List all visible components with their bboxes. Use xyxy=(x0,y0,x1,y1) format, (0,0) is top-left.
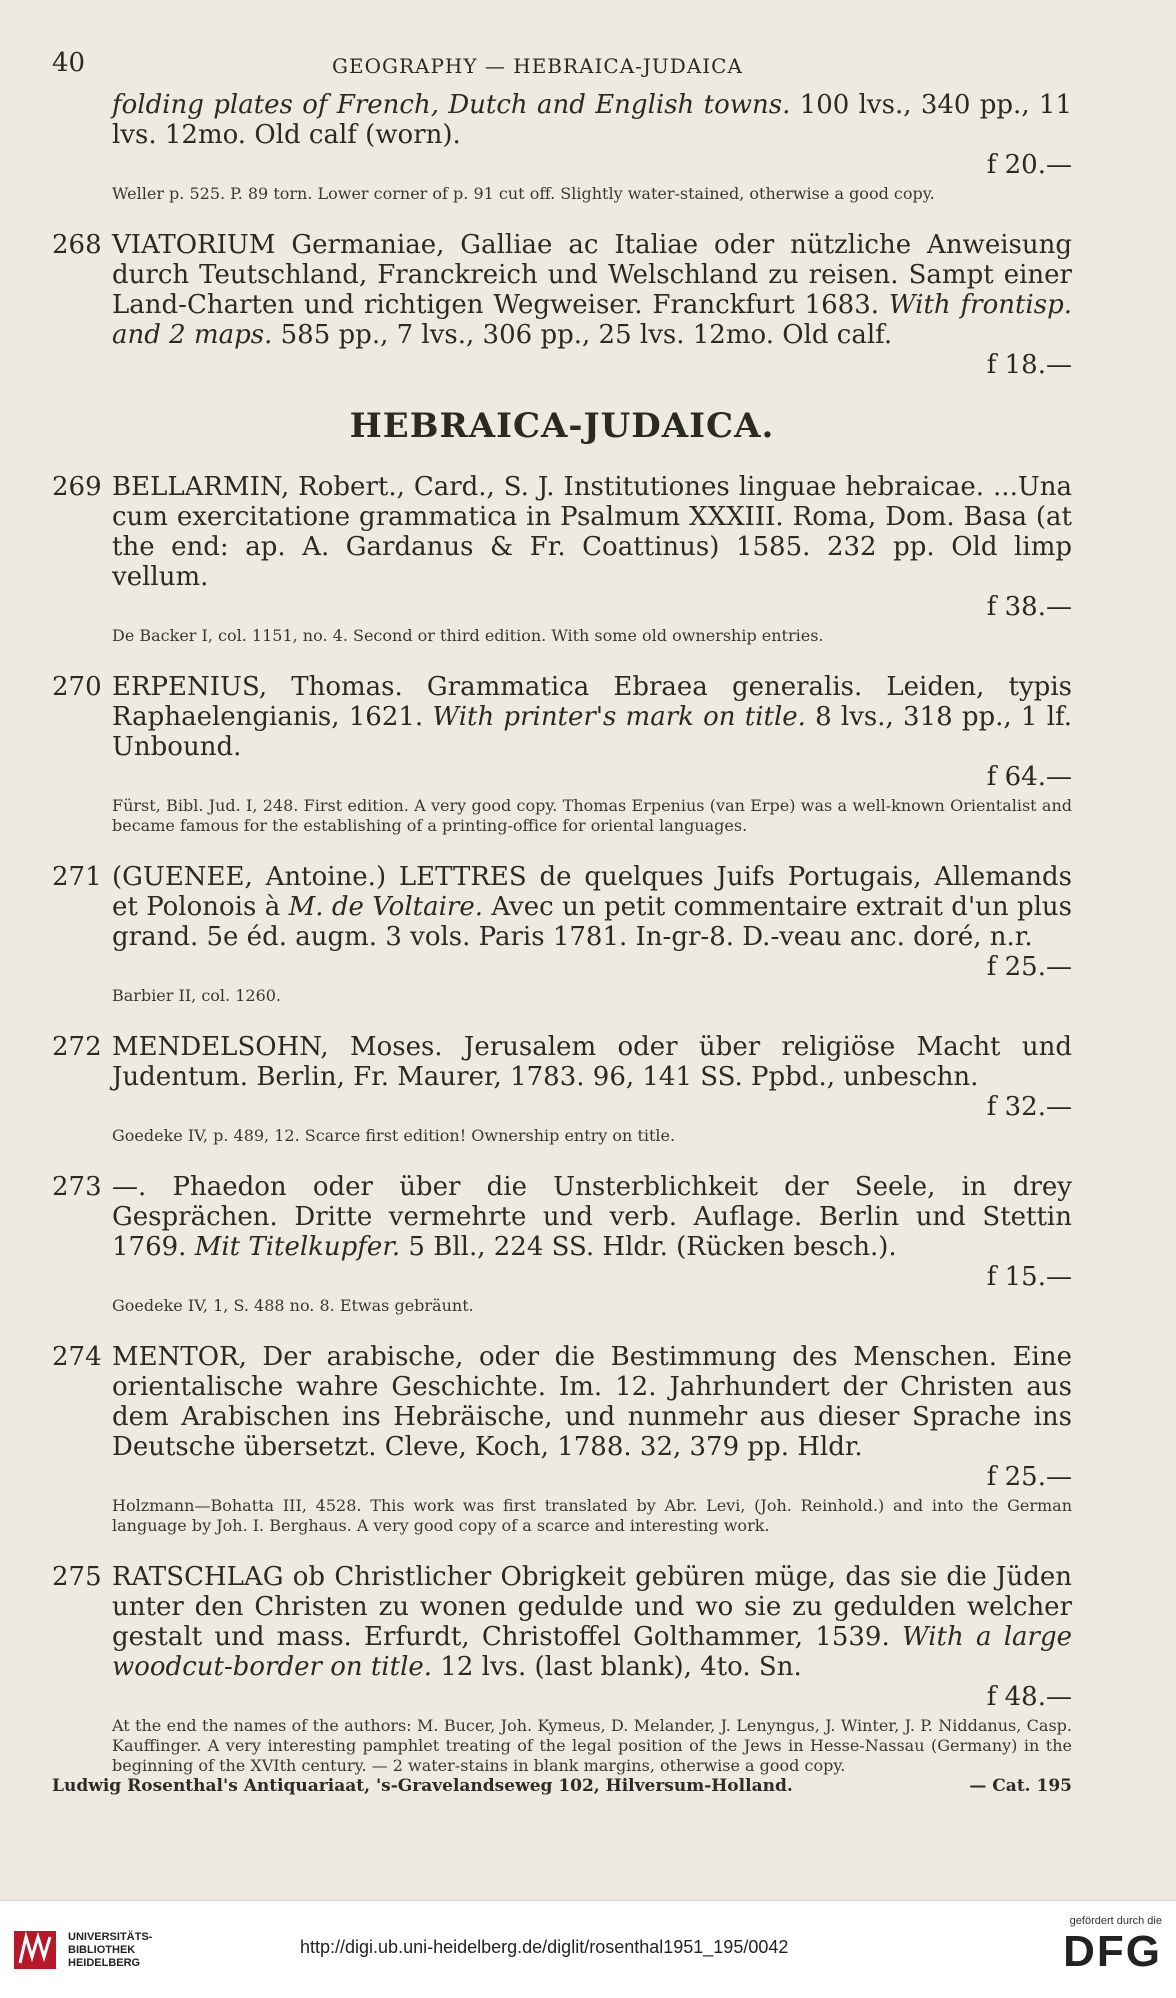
dfg-logo-block[interactable] xyxy=(1063,1915,1162,1977)
entry-number: 275 xyxy=(52,1562,102,1592)
entry-text-after: 12 lvs. (last blank), 4to. Sn. xyxy=(432,1652,802,1682)
entry-italic: With frontisp. and 2 maps. xyxy=(112,290,1072,350)
entry-italic: With a large woodcut-border on title. xyxy=(112,1622,1072,1682)
entry-text: MENDELSOHN, Moses. Jerusalem oder über religiöse Macht und Judentum. Berlin, Fr. Maurer, 1783. 96, 141 SS. Ppbd., unbeschn. xyxy=(112,1032,1072,1092)
entry-italic: M. de Voltaire. xyxy=(288,892,483,922)
entry-number: 268 xyxy=(52,230,102,260)
university-line-1: UNIVERSITÄTS- xyxy=(68,1930,153,1943)
permalink-url[interactable]: http://digi.ub.uni-heidelberg.de/diglit/rosenthal1951_195/0042 xyxy=(300,1937,789,1957)
dfg-logo: DFG xyxy=(1063,1927,1162,1976)
section-title: HEBRAICA-JUDAICA. xyxy=(349,406,775,446)
entry-text: (GUENEE, Antoine.) LETTRES de quelques Juifs Portugais, Allemands et Polonois à xyxy=(112,862,1072,922)
running-title: GEOGRAPHY — HEBRAICA-JUDAICA xyxy=(332,54,743,78)
university-seal-icon xyxy=(12,1927,58,1973)
entry-text: ERPENIUS, Thomas. Grammatica Ebraea generalis. Leiden, typis Raphaelengianis, 1621. xyxy=(112,672,1072,732)
entry-268 xyxy=(52,230,1072,380)
price: f 32.— xyxy=(986,1092,1072,1122)
price: f 18.— xyxy=(986,350,1072,380)
entry-note: Weller p. 525. P. 89 torn. Lower corner of p. 91 cut off. Slightly water-stained, otherwise a good copy. xyxy=(112,184,935,203)
entry-269 xyxy=(52,472,1072,646)
entry-text: —. Phaedon oder über die Unsterblichkeit der Seele, in drey Gesprächen. Dritte vermehrte und verb. Auflage. Berlin und Stettin 1769. xyxy=(112,1172,1072,1262)
entry-number: 272 xyxy=(52,1032,102,1062)
entry-text-after: 585 pp., 7 lvs., 306 pp., 25 lvs. 12mo. Old calf. xyxy=(272,320,893,350)
entry-text-after: 5 Bll., 224 SS. Hldr. (Rücken besch.). xyxy=(400,1232,897,1262)
dfg-label: gefördert durch die xyxy=(1069,1915,1162,1927)
entry-note: At the end the names of the authors: M. Bucer, Joh. Kymeus, D. Melander, J. Lenyngus, J. Winter, J. P. Niddanus, Casp. Kauffinger. A very interesting pamphlet treating of the legal position of the Jews in Hesse-Nassau (Germany) in the beginning of the XVIth century. — 2 water-stains in blank margins, otherwise a good copy. xyxy=(112,1716,1072,1775)
entry-text: BELLARMIN, Robert., Card., S. J. Institutiones linguae hebraicae. ...Una cum exercitatione grammatica in Psalmum XXXIII. Roma, Dom. Basa (at the end: ap. A. Gardanus & Fr. Coattinus) 1585. 232 pp. Old limp vellum. xyxy=(112,472,1072,592)
viewer-bottom-bar xyxy=(0,1900,1176,1998)
entry-text: RATSCHLAG ob Christlicher Obrigkeit gebüren müge, das sie die Jüden unter den Christen zu wonen gedulde und wo sie zu gedulden welcher gestalt und mass. Erfurdt, Christoffel Golthammer, 1539. xyxy=(112,1562,1072,1652)
entry-number: 271 xyxy=(52,862,102,892)
page-content xyxy=(52,90,1072,1802)
page-header xyxy=(52,48,1082,78)
entry-number: 270 xyxy=(52,672,102,702)
entry-note: Goedeke IV, p. 489, 12. Scarce first edition! Ownership entry on title. xyxy=(112,1126,676,1145)
university-line-2: BIBLIOTHEK xyxy=(68,1943,136,1956)
entry-270 xyxy=(52,672,1072,836)
footer-catalog: — Cat. 195 xyxy=(969,1776,1072,1796)
entry-note: De Backer I, col. 1151, no. 4. Second or third edition. With some old ownership entries. xyxy=(112,626,824,645)
entry-note: Holzmann—Bohatta III, 4528. This work was first translated by Abr. Levi, (Joh. Reinhold.) and into the German language by Joh. I. Berghaus. A very good copy of a scarce and interesting work. xyxy=(112,1496,1072,1535)
continuation-text: 100 lvs., 340 pp., 11 lvs. 12mo. Old calf (worn). xyxy=(112,90,1072,150)
entry-275 xyxy=(52,1562,1072,1776)
price: f 25.— xyxy=(986,1462,1072,1492)
university-logo-block[interactable] xyxy=(12,1927,152,1973)
price: f 64.— xyxy=(986,762,1072,792)
page-number: 40 xyxy=(52,48,86,78)
price: f 20.— xyxy=(986,150,1072,180)
price: f 15.— xyxy=(986,1262,1072,1292)
entry-text: VIATORIUM Germaniae, Galliae ac Italiae oder nützliche Anweisung durch Teutschland, Franckreich und Welschland zu reisen. Sampt einer Land-Charten und richtigen Wegweiser. Franckfurt 1683. xyxy=(112,230,1072,320)
entry-note: Goedeke IV, 1, S. 488 no. 8. Etwas gebräunt. xyxy=(112,1296,474,1315)
footer-publisher: Ludwig Rosenthal's Antiquariaat, 's-Gravelandseweg 102, Hilversum-Holland. xyxy=(52,1776,793,1796)
price: f 25.— xyxy=(986,952,1072,982)
entry-italic: Mit Titelkupfer. xyxy=(194,1232,401,1262)
entry-271 xyxy=(52,862,1072,1006)
price: f 38.— xyxy=(986,592,1072,622)
entry-italic: With printer's mark on title. xyxy=(432,702,806,732)
entry-272 xyxy=(52,1032,1072,1146)
entry-273 xyxy=(52,1172,1072,1316)
entry-text: MENTOR, Der arabische, oder die Bestimmung des Menschen. Eine orientalische wahre Geschichte. Im. 12. Jahrhundert der Christen aus dem Arabischen ins Hebräische, und nunmehr aus dieser Sprache ins Deutsche übersetzt. Cleve, Koch, 1788. 32, 379 pp. Hldr. xyxy=(112,1342,1072,1462)
entry-number: 269 xyxy=(52,472,102,502)
entry-note: Barbier II, col. 1260. xyxy=(112,986,282,1005)
entry-continuation xyxy=(52,90,1072,204)
continuation-italic: folding plates of French, Dutch and English towns. xyxy=(112,90,791,120)
page-footer xyxy=(52,1776,1072,1796)
entry-note: Fürst, Bibl. Jud. I, 248. First edition. A very good copy. Thomas Erpenius (van Erpe) was a well-known Orientalist and became famous for the establishing of a printing-office for oriental languages. xyxy=(112,796,1072,835)
entry-274 xyxy=(52,1342,1072,1536)
entry-number: 274 xyxy=(52,1342,102,1372)
entry-text-after: 8 lvs., 318 pp., 1 lf. Unbound. xyxy=(112,702,1072,762)
entry-text-after: Avec un petit commentaire extrait d'un plus grand. 5e éd. augm. 3 vols. Paris 1781. In-gr-8. D.-veau anc. doré, n.r. xyxy=(112,892,1073,952)
university-line-3: HEIDELBERG xyxy=(68,1956,141,1969)
entry-number: 273 xyxy=(52,1172,102,1202)
price: f 48.— xyxy=(986,1682,1072,1712)
